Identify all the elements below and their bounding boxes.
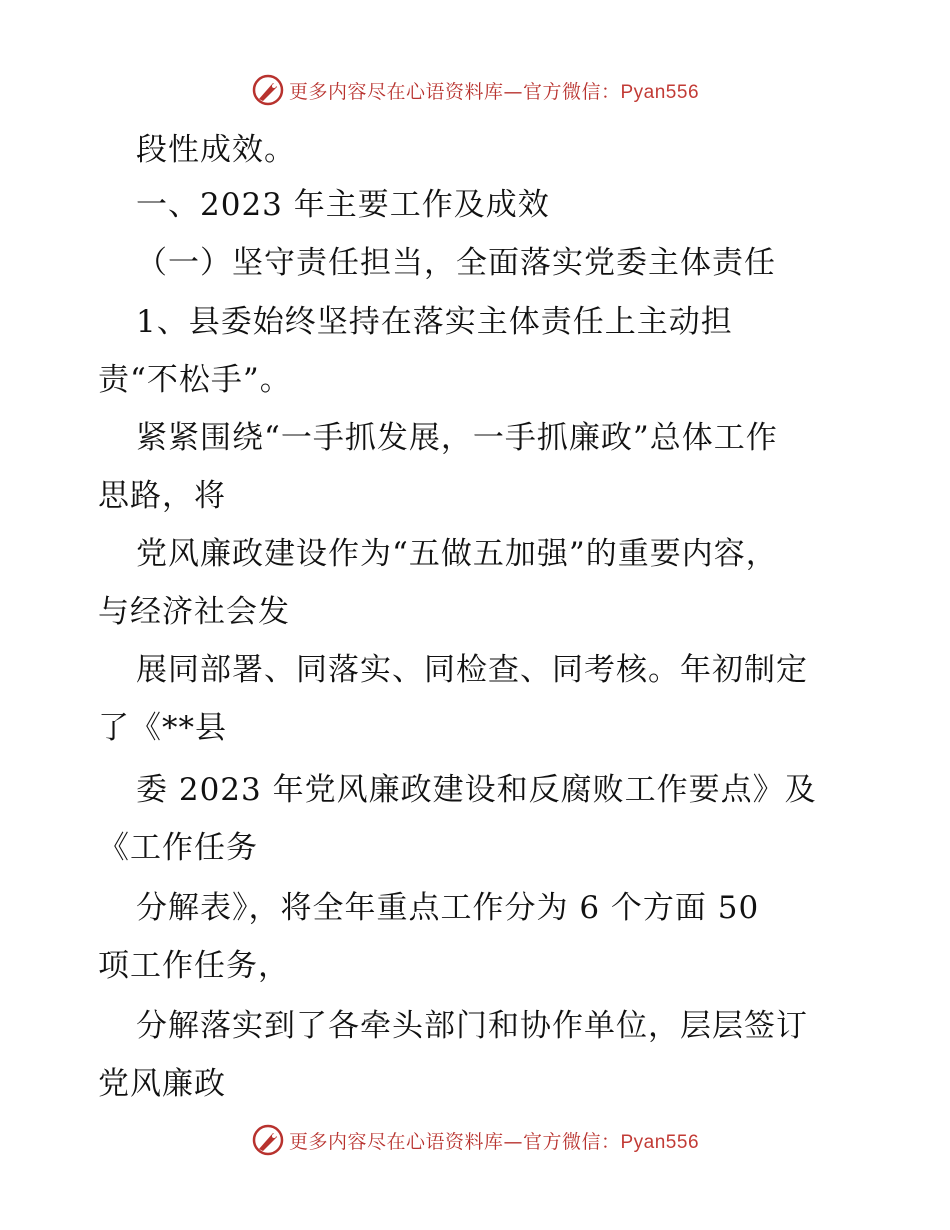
body-line: 委 2023 年党风廉政建设和反腐败工作要点》及 xyxy=(136,772,817,808)
body-line: 责“不松手”。 xyxy=(98,362,292,398)
body-line: 《工作任务 xyxy=(98,830,258,866)
subsection-heading: （一）坚守责任担当，全面落实党委主体责任 xyxy=(136,245,776,281)
footer-dash: — xyxy=(503,1130,523,1153)
body-line: 紧紧围绕“一手抓发展，一手抓廉政”总体工作 xyxy=(136,420,778,456)
body-line: 分解表》，将全年重点工作分为 6 个方面 50 xyxy=(136,890,760,926)
pen-nib-logo-icon xyxy=(251,73,285,107)
body-line: 思路，将 xyxy=(98,478,226,514)
body-line: 项工作任务， xyxy=(98,948,290,984)
body-line: 与经济社会发 xyxy=(98,594,290,630)
body-line: 分解落实到了各牵头部门和协作单位，层层签订 xyxy=(136,1008,808,1044)
header-dash: — xyxy=(503,80,523,103)
footer-library-name: 更多内容尽在心语资料库 xyxy=(288,1130,504,1153)
section-heading: 一、2023 年主要工作及成效 xyxy=(136,187,550,223)
footer-wechat-id: Pyan556 xyxy=(620,1131,700,1153)
header-banner-text xyxy=(289,77,699,104)
header-wechat-label: 官方微信： xyxy=(522,80,621,103)
footer-wechat-label: 官方微信： xyxy=(522,1130,621,1153)
header-wechat-id: Pyan556 xyxy=(620,81,700,103)
header-library-name: 更多内容尽在心语资料库 xyxy=(288,80,504,103)
body-line: 党风廉政 xyxy=(98,1066,226,1102)
pen-nib-logo-icon xyxy=(251,1123,285,1157)
footer-banner xyxy=(0,1120,950,1160)
body-line: 展同部署、同落实、同检查、同考核。年初制定 xyxy=(136,652,808,688)
body-line: 1、县委始终坚持在落实主体责任上主动担 xyxy=(136,304,733,340)
footer-banner-text xyxy=(289,1127,699,1154)
body-line: 党风廉政建设作为“五做五加强”的重要内容， xyxy=(136,536,778,572)
header-banner xyxy=(0,70,950,110)
body-line: 段性成效。 xyxy=(136,132,296,168)
body-line: 了《**县 xyxy=(98,710,227,746)
